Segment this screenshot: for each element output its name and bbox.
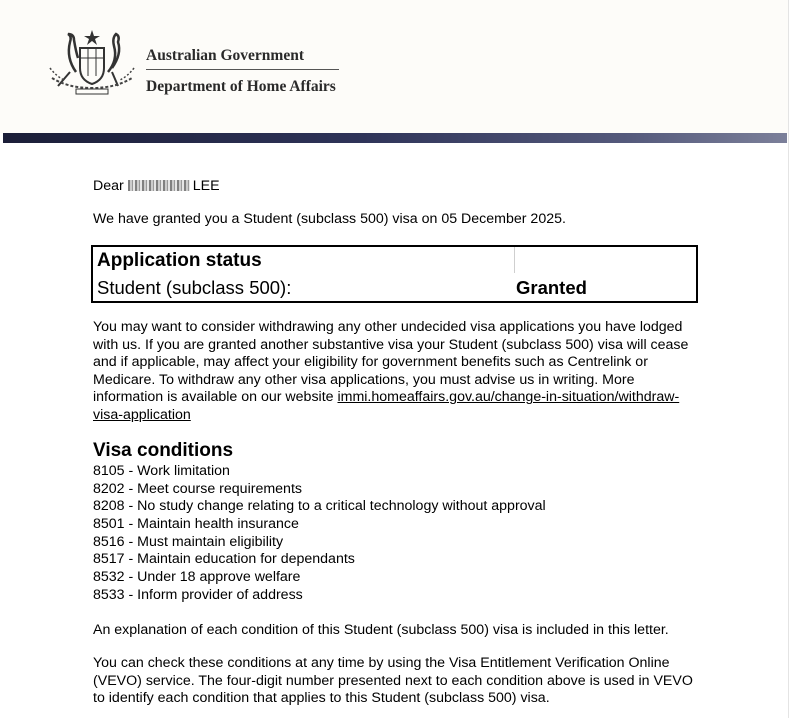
- redacted-given-name: [128, 180, 190, 191]
- explanation-paragraph: An explanation of each condition of this Student (subclass 500) visa is included in this letter.: [93, 622, 669, 638]
- withdraw-text: You may want to consider withdrawing any other undecided visa applications you have lodged with us. If you are granted another substantive visa your Student (subclass 500) visa will cease and if applicable, may affect your eligibility for government benefits such as Centrelink or Medicare. To withdraw any other visa applications, you must advise us in writing. More information is available on our website: [93, 319, 689, 406]
- coat-of-arms-icon: [46, 28, 138, 96]
- visa-label: Student (subclass 500):: [97, 277, 292, 298]
- condition-item: 8501 - Maintain health insurance: [93, 516, 299, 533]
- recipient-surname: LEE: [192, 178, 220, 194]
- condition-item: 8517 - Maintain education for dependants: [93, 551, 355, 568]
- government-name: Australian Government: [146, 47, 305, 64]
- condition-item: 8533 - Inform provider of address: [93, 586, 303, 603]
- granted-statement: We have granted you a Student (subclass 500) visa on 05 December 2025.: [93, 211, 566, 227]
- status-title: Application status: [97, 250, 262, 271]
- condition-item: 8202 - Meet course requirements: [93, 480, 302, 497]
- withdraw-link[interactable]: immi.homeaffairs.gov.au/change-in-situation/withdraw-visa-application: [93, 389, 680, 423]
- department-name: Department of Home Affairs: [146, 78, 336, 95]
- withdraw-paragraph: [93, 319, 693, 425]
- status-value: Granted: [516, 277, 587, 298]
- condition-item: 8532 - Under 18 approve welfare: [93, 569, 301, 586]
- letterhead-rule: [146, 69, 339, 70]
- condition-item: 8208 - No study change relating to a critical technology without approval: [93, 498, 546, 515]
- table-divider: [514, 247, 515, 273]
- condition-item: 8105 - Work limitation: [93, 463, 230, 479]
- header-band: [3, 133, 787, 143]
- condition-item: 8516 - Must maintain eligibility: [93, 533, 284, 550]
- conditions-heading: Visa conditions: [93, 440, 234, 461]
- salutation: Dear: [93, 178, 124, 194]
- page-edge: [788, 0, 799, 718]
- salutation-line: [93, 178, 220, 196]
- vevo-paragraph: You can check these conditions at any time by using the Visa Entitlement Verification Online (VEVO) service. The four-digit number presented next to each condition above is used in VEVO to identify each condition that applies to this Student (subclass 500) visa.: [93, 655, 693, 707]
- letterhead: [0, 0, 788, 133]
- conditions-list: [93, 463, 546, 605]
- application-status-table: [91, 245, 698, 303]
